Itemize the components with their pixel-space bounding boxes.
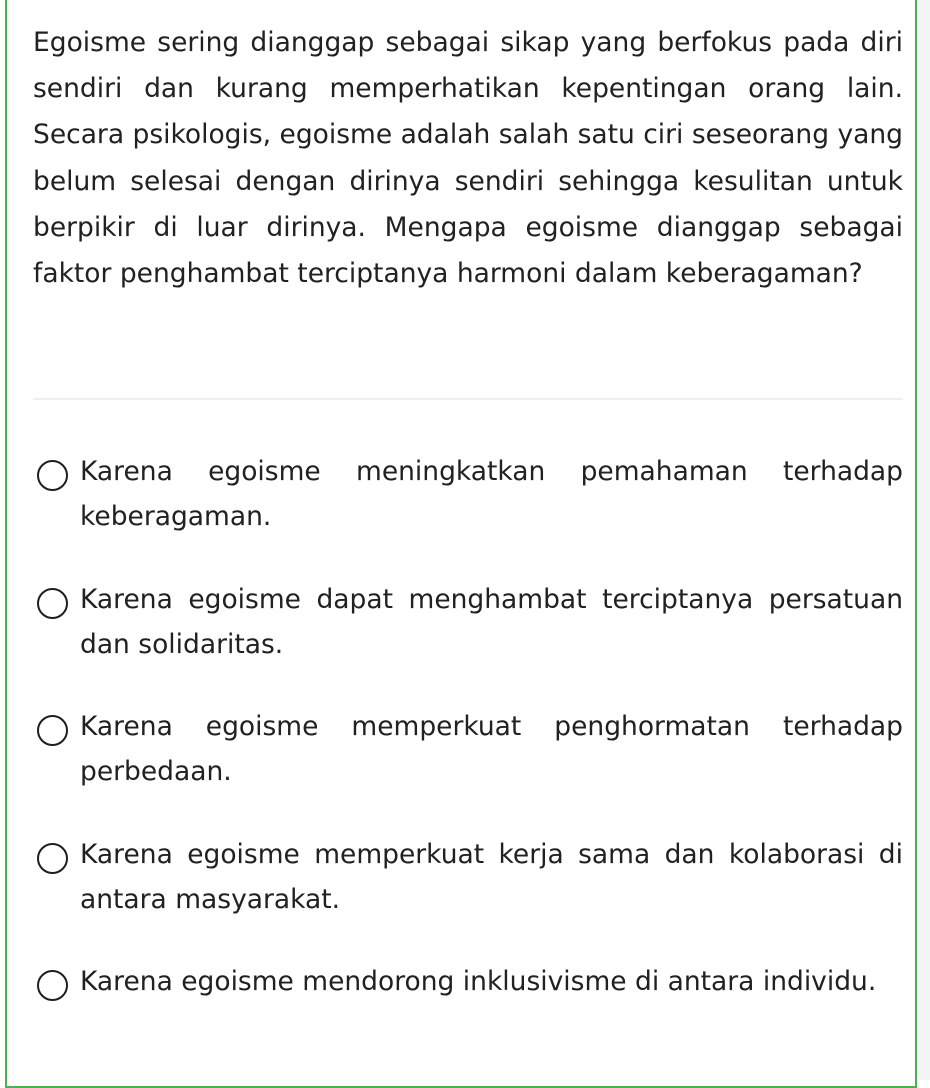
option-e[interactable] [33,959,903,1004]
radio-button-icon[interactable] [37,460,68,491]
radio-button-icon[interactable] [37,970,68,1001]
radio-button-icon[interactable] [37,588,68,619]
page-gutter [919,0,930,1080]
option-d-label[interactable]: Karena egoisme memperkuat kerja sama dan kolaborasi di antara masyarakat. [80,838,903,915]
option-b[interactable] [33,577,903,667]
answer-options [33,449,903,1042]
option-c[interactable] [33,704,903,794]
option-c-label[interactable]: Karena egoisme memperkuat penghormatan terhadap perbedaan. [80,711,903,787]
option-d[interactable] [33,832,903,922]
option-a[interactable] [33,449,903,539]
question-card [5,0,917,1088]
radio-button-icon[interactable] [37,715,68,746]
option-e-label[interactable]: Karena egoisme mendorong inklusivisme di antara individu. [80,966,877,997]
option-b-label[interactable]: Karena egoisme dapat menghambat terciptanya persatuan dan solidaritas. [80,583,903,660]
question-text: Egoisme sering dianggap sebagai sikap yang berfokus pada diri sendiri dan kurang memperhatikan kepentingan orang lain. Secara psikologis, egoisme adalah salah satu ciri seseorang yang belum selesai dengan dirinya sendiri sehingga kesulitan untuk berpikir di luar dirinya. Mengapa egoisme dianggap sebagai faktor penghambat terciptanya harmoni dalam keberagaman? [33,27,903,290]
divider [33,398,903,400]
option-a-label[interactable]: Karena egoisme meningkatkan pemahaman terhadap keberagaman. [80,456,903,532]
radio-button-icon[interactable] [37,843,68,874]
